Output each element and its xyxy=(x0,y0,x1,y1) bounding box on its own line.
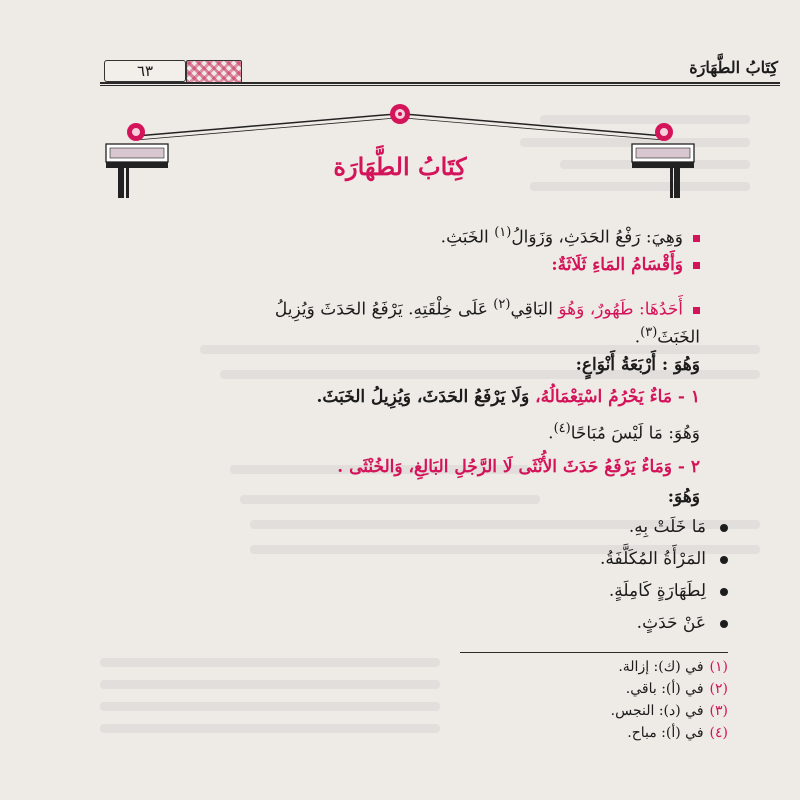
footnote-text: في (أ): باقي. xyxy=(625,681,704,697)
text-segment: البَاقِي xyxy=(510,299,559,320)
ornament-tile-strip xyxy=(186,60,242,84)
footnote-ref: (٢) xyxy=(493,297,511,312)
footnote-item xyxy=(611,702,728,720)
footnote-text: في (أ): مباح. xyxy=(627,725,704,741)
text-segment: وَأَقْسَامُ المَاءِ ثَلَاثَةٌ: xyxy=(551,255,683,275)
text-segment: وَهُوَ: مَا لَيْسَ مُبَاحًا xyxy=(570,423,700,444)
footnote-item xyxy=(618,658,728,676)
condition-item xyxy=(600,546,728,572)
header-rule xyxy=(100,82,780,84)
footnote-item xyxy=(627,724,728,742)
text-segment: ٢ - وَمَاءٌ يَرْفَعُ حَدَثَ الأُنْثَى لَا الرَّجُلِ البَالِغِ، وَالخُنْثَى . xyxy=(337,457,700,477)
text-segment: . xyxy=(634,327,641,348)
condition-item xyxy=(609,578,728,604)
body-line-water-types-heading xyxy=(551,252,700,278)
text-segment: عَنْ حَدَثٍ. xyxy=(636,613,706,633)
header-rule-thin xyxy=(100,85,780,86)
dot-bullet-icon xyxy=(720,620,728,628)
footnote-text: في (ك): إزالة. xyxy=(618,659,704,675)
footnote-ref: (٤) xyxy=(553,421,571,436)
footnote-ref: (١) xyxy=(494,225,512,240)
text-segment: الخَبَثِ. xyxy=(440,227,495,248)
text-segment: . xyxy=(548,423,554,444)
footnote-number: (١) xyxy=(709,659,728,675)
text-segment: وَلَا يَرْفَعُ الحَدَثَ، وَيُزِيلُ الخَبَثَ. xyxy=(316,387,536,407)
square-bullet-icon xyxy=(693,307,700,314)
highlight-segment: ١ - مَاءٌ يَحْرُمُ اسْتِعْمَالُهُ، xyxy=(535,387,700,407)
body-line-four-kinds xyxy=(576,352,700,378)
highlight-segment: أَحَدُهَا: طَهُورٌ، وَهُوَ xyxy=(558,299,683,320)
text-segment: لِطَهَارَةٍ كَامِلَةٍ. xyxy=(608,581,706,601)
body-line-conditions-heading xyxy=(668,484,700,510)
chapter-ornament-frame xyxy=(96,96,704,206)
dot-bullet-icon xyxy=(720,588,728,596)
body-line-definition xyxy=(441,220,700,251)
text-segment: المَرْأَةُ المُكَلَّفَةُ. xyxy=(599,549,706,569)
body-line-kind-one xyxy=(317,384,700,410)
dot-bullet-icon xyxy=(720,524,728,532)
footnote-number: (٣) xyxy=(709,703,728,719)
footnote-item xyxy=(626,680,728,698)
text-segment: وَهِيَ: رَفْعُ الحَدَثِ، وَزَوَالُ xyxy=(511,227,683,248)
body-line-not-permissible xyxy=(548,416,700,447)
square-bullet-icon xyxy=(693,235,700,242)
footnote-number: (٤) xyxy=(709,725,728,741)
condition-item xyxy=(629,514,728,540)
chapter-title: كِتَابُ الطَّهَارَة xyxy=(333,152,467,181)
running-title: كِتَابُ الطَّهَارَة xyxy=(689,58,778,77)
body-line-continuation xyxy=(635,320,700,351)
text-segment: الخَبَثَ xyxy=(657,327,700,348)
footnote-text: في (د): النجس. xyxy=(610,703,704,719)
square-bullet-icon xyxy=(693,262,700,269)
body-line-kind-two xyxy=(337,454,700,480)
condition-item xyxy=(637,610,728,636)
text-segment: مَا خَلَتْ بِهِ. xyxy=(628,517,706,537)
text-segment: وَهُوَ : أَرْبَعَةُ أَنْوَاعٍ: xyxy=(575,355,700,375)
text-segment: وَهُوَ: xyxy=(667,487,700,507)
footnote-number: (٢) xyxy=(709,681,728,697)
dot-bullet-icon xyxy=(720,556,728,564)
page-number: ٦٣ xyxy=(104,60,186,82)
text-segment: عَلَى خِلْقَتِهِ. يَرْفَعُ الحَدَثَ وَيُزِيلُ xyxy=(274,299,494,320)
footnote-separator xyxy=(460,652,728,653)
footnote-ref: (٣) xyxy=(640,325,658,340)
body-line-first-type xyxy=(275,292,700,323)
